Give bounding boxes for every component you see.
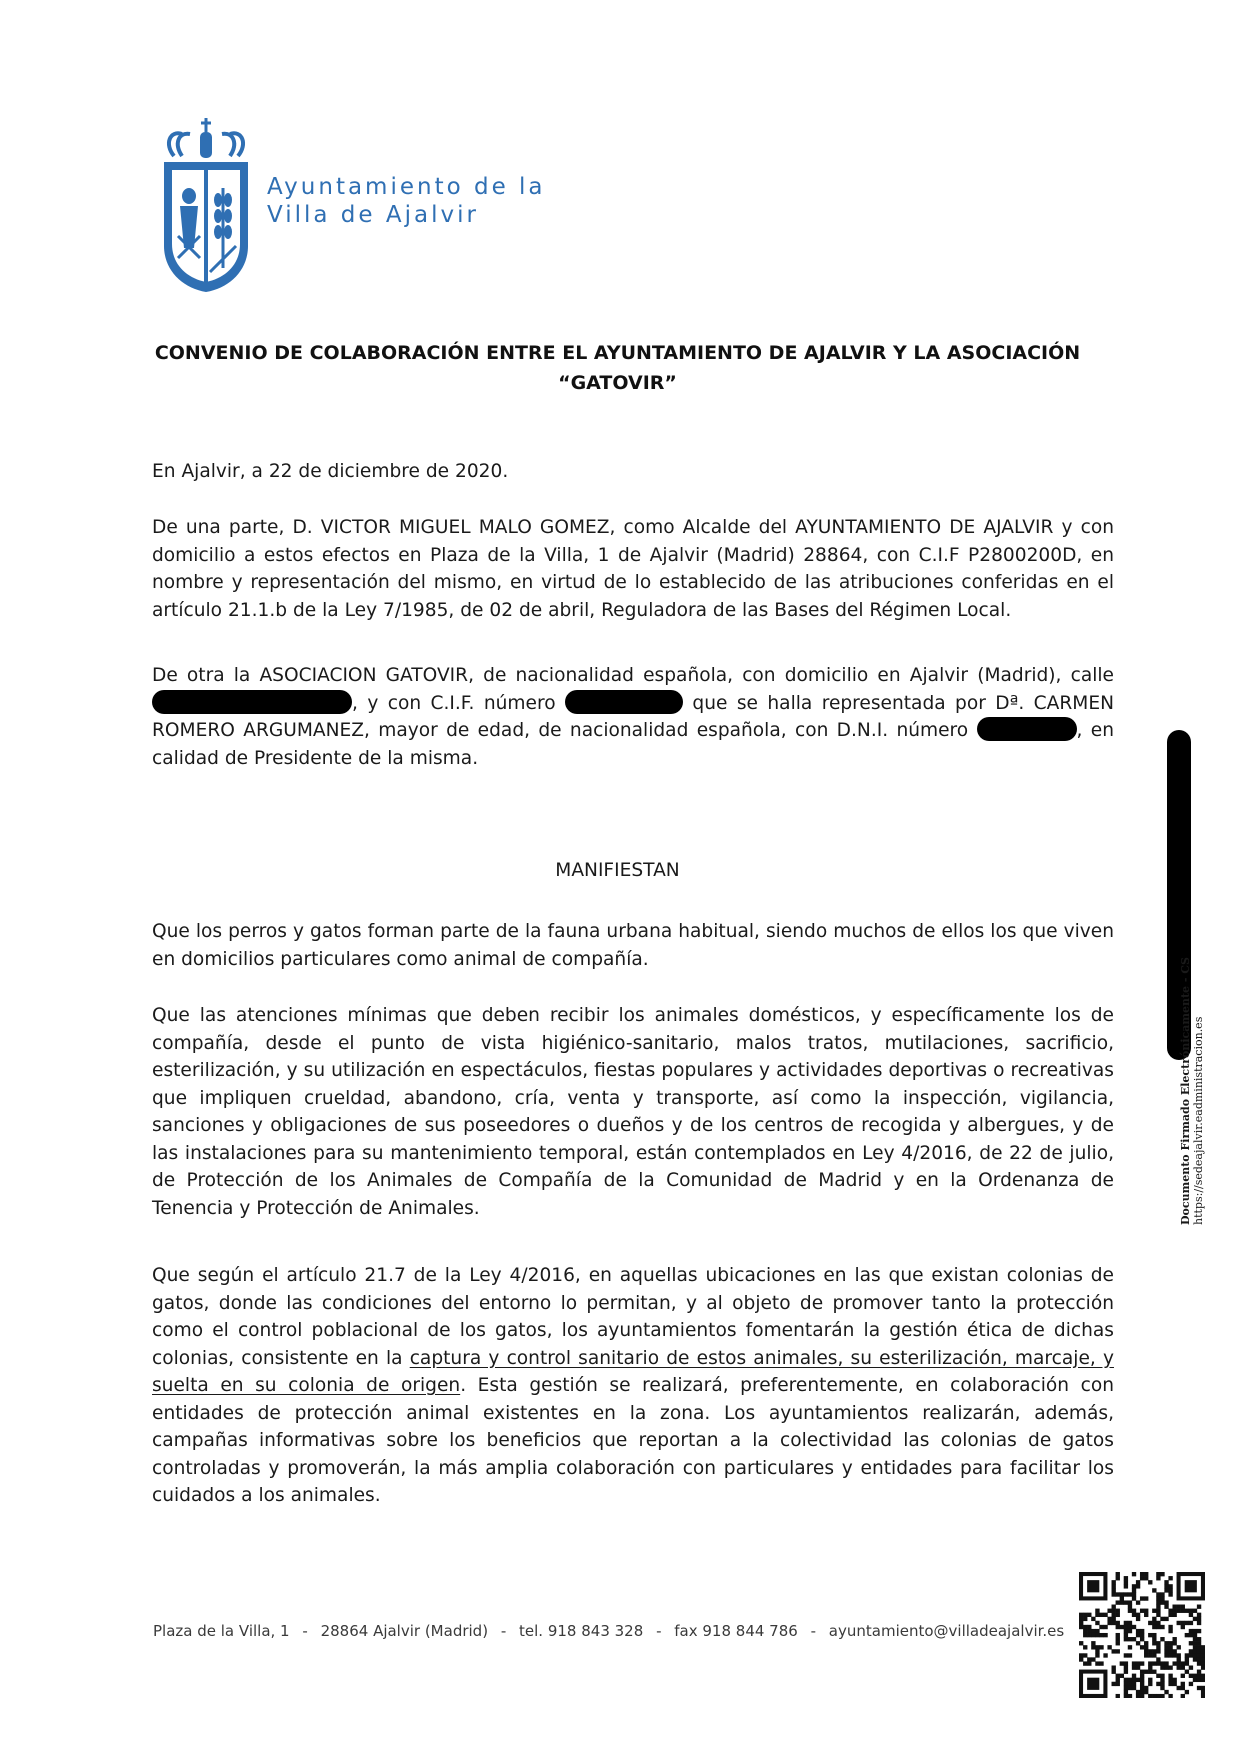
title-line1: CONVENIO DE COLABORACIÓN ENTRE EL AYUNTAMIENTO DE AJALVIR Y LA ASOCIACIÓN [154,342,1081,364]
footer-tel: tel. 918 843 328 [519,1622,644,1640]
parte-1-paragraph: De una parte, D. VICTOR MIGUEL MALO GOMEZ, como Alcalde del AYUNTAMIENTO DE AJALVIR y con domicilio a estos efectos en Plaza de la Villa, 1 de Ajalvir (Madrid) 28864, con C.I.F P2800200D, en nombre y representación del mismo, en virtud de lo establecido de las atribuciones conferidas en el artículo 21.1.b de la Ley 7/1985, de 02 de abril, Reguladora de las Bases del Régimen Local. [152,517,1114,621]
signature-stamp-line1: Documento Firmado Electrónicamente - CS [1179,957,1192,1225]
org-name [267,173,546,229]
signature-stamp-line2: https://sedeajalvir.eadministracion.es [1192,1016,1205,1225]
paragraph-3-underlined: captura y control sanitario de estos animales, su esterilización, marcaje, y suelta en su colonia de origen [152,1347,1114,1396]
parte-2-text: De otra la ASOCIACION GATOVIR, de nacionalidad española, con domicilio en Ajalvir (Madrid), calle [152,665,1114,686]
document-title [150,338,1085,398]
parte-2-text: que se halla representada por Dª. CARMEN ROMERO ARGUMANEZ, mayor de edad, de nacionalidad española, con D.N.I. número [152,692,1115,741]
coat-of-arms-icon [160,118,252,296]
org-name-line1: Ayuntamiento de la [267,174,546,200]
date-line: En Ajalvir, a 22 de diciembre de 2020. [152,461,509,482]
redaction-block [152,690,352,714]
parte-2-text: , y con C.I.F. número [352,692,556,714]
parte-2-paragraph [152,662,1114,772]
signature-stamp [1179,957,1205,1225]
footer-separator: - [302,1622,308,1640]
footer [153,1622,1064,1640]
manifiesto-paragraph-1: Que los perros y gatos forman parte de la fauna urbana habitual, siendo muchos de ellos los que viven en domicilios particulares como animal de compañía. [152,921,1114,970]
section-heading: MANIFIESTAN [555,860,680,881]
parte-2-text: en calidad de Presidente de la misma. [152,720,1114,769]
qr-code-icon [1079,1572,1205,1698]
footer-separator: - [810,1622,817,1640]
title-line2: “GATOVIR” [558,372,677,394]
paragraph-3-text: . Esta gestión se realizará, preferentemente, en colaboración con entidades de protección animal existentes en la zona. Los ayuntamientos realizarán, además, campañas informativas sobre los beneficios que reportan a la colectividad las colonias de gatos controladas y promoverán, la más amplia colaboración con particulares y entidades para facilitar los cuidados a los animales. [152,1375,1115,1506]
footer-fax: fax 918 844 786 [674,1622,798,1640]
footer-separator: - [656,1622,662,1640]
redaction-block [565,690,683,714]
footer-email: ayuntamiento@villadeajalvir.es [828,1622,1065,1640]
manifiesto-paragraph-3 [152,1262,1114,1510]
manifiesto-paragraph-2: Que las atenciones mínimas que deben recibir los animales domésticos, y específicamente los de compañía, desde el punto de vista higiénico-sanitario, malos tratos, mutilaciones, sacrificio, esterilización, y su utilización en espectáculos, fiestas populares y actividades deportivas o recreativas que impliquen crueldad, abandono, cría, venta y transporte, así como la inspección, vigilancia, sanciones y obligaciones de sus poseedores o dueños y de los centros de recogida y albergues, y de las instalaciones para su mantenimiento temporal, están contemplados en Ley 4/2016, de 22 de julio, de Protección de los Animales de Compañía de la Comunidad de Madrid y en la Ordenanza de Tenencia y Protección de Animales. [152,1005,1114,1219]
redaction-block [977,717,1077,741]
parte-2-text: , [1076,720,1083,741]
footer-city: 28864 Ajalvir (Madrid) [320,1622,489,1640]
paragraph-3-text: Que según el artículo 21.7 de la Ley 4/2016, en aquellas ubicaciones en las que existan colonias de gatos, donde las condiciones del entorno lo permitan, y al objeto de promover tanto la protección como el control poblacional de los gatos, los ayuntamientos fomentarán la gestión ética de dichas colonias, consistente en la [152,1265,1114,1369]
footer-separator: - [500,1622,507,1640]
org-name-line2: Villa de Ajalvir [267,202,479,228]
footer-address: Plaza de la Villa, 1 [153,1622,290,1640]
